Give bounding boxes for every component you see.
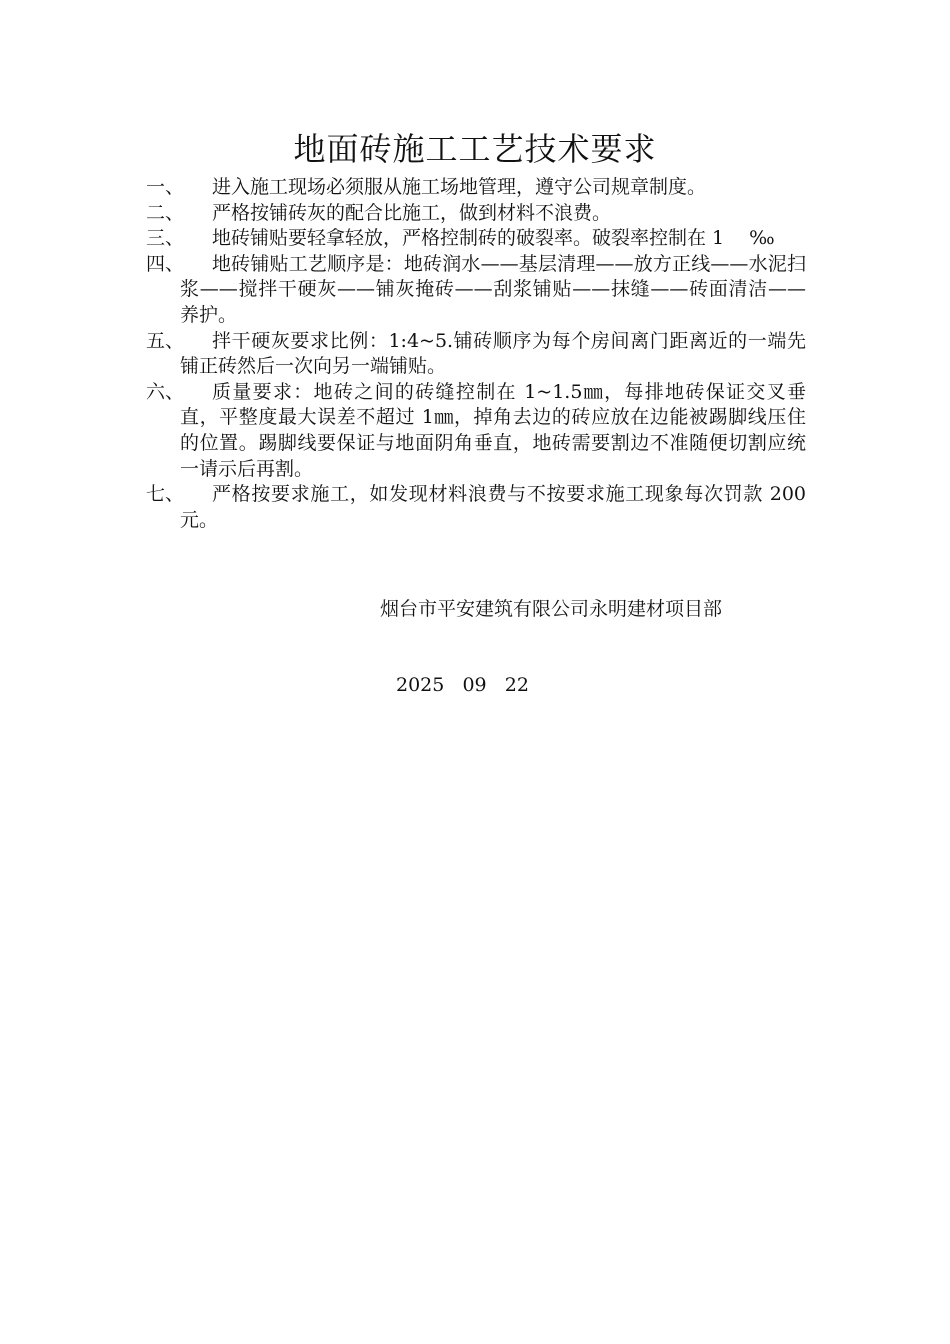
- clause-number: 三、: [146, 227, 185, 250]
- document-date: 2025 09 22: [396, 674, 529, 696]
- clause-text: 拌干硬灰要求比例：1:4~5.铺砖顺序为每个房间离门距离近的一端先铺正砖然后一次向另一端铺贴。: [180, 329, 806, 378]
- clause-item: [146, 201, 806, 227]
- clause-number: 四、: [146, 252, 185, 275]
- clause-item: [146, 226, 806, 252]
- clause-number: 五、: [146, 329, 185, 352]
- clause-text: 质量要求：地砖之间的砖缝控制在 1~1.5㎜，每排地砖保证交叉垂直，平整度最大误差不超过 1㎜，掉角去边的砖应放在边能被踢脚线压住的位置。踢脚线要保证与地面阴角垂直，地砖需要割边不准随便切割应统一请示后再割。: [180, 380, 806, 480]
- clause-text: 严格按铺砖灰的配合比施工，做到材料不浪费。: [212, 201, 612, 224]
- clause-item: [146, 380, 806, 482]
- document-title: 地面砖施工工艺技术要求: [293, 130, 657, 168]
- clause-number: 二、: [146, 201, 185, 224]
- clause-item: [146, 252, 806, 329]
- clause-number: 一、: [146, 176, 185, 198]
- clause-item: [146, 175, 806, 201]
- clause-number: 六、: [146, 380, 185, 403]
- clause-item: [146, 329, 806, 380]
- clause-item: [146, 482, 806, 533]
- clause-text: 进入施工现场必须服从施工场地管理，遵守公司规章制度。: [212, 176, 707, 198]
- clause-text: 地砖铺贴要轻拿轻放，严格控制砖的破裂率。破裂率控制在 1 ‰: [212, 227, 775, 250]
- clause-text: 地砖铺贴工艺顺序是：地砖润水——基层清理——放方正线——水泥扫浆——搅拌干硬灰——铺灰掩砖——刮浆铺贴——抹缝——砖面清洁——养护。: [180, 252, 806, 326]
- clause-number: 七、: [146, 483, 185, 506]
- clause-list: [146, 175, 806, 533]
- company-signature: 烟台市平安建筑有限公司永明建材项目部: [380, 598, 723, 620]
- clause-text: 严格按要求施工，如发现材料浪费与不按要求施工现象每次罚款 200 元。: [180, 483, 806, 531]
